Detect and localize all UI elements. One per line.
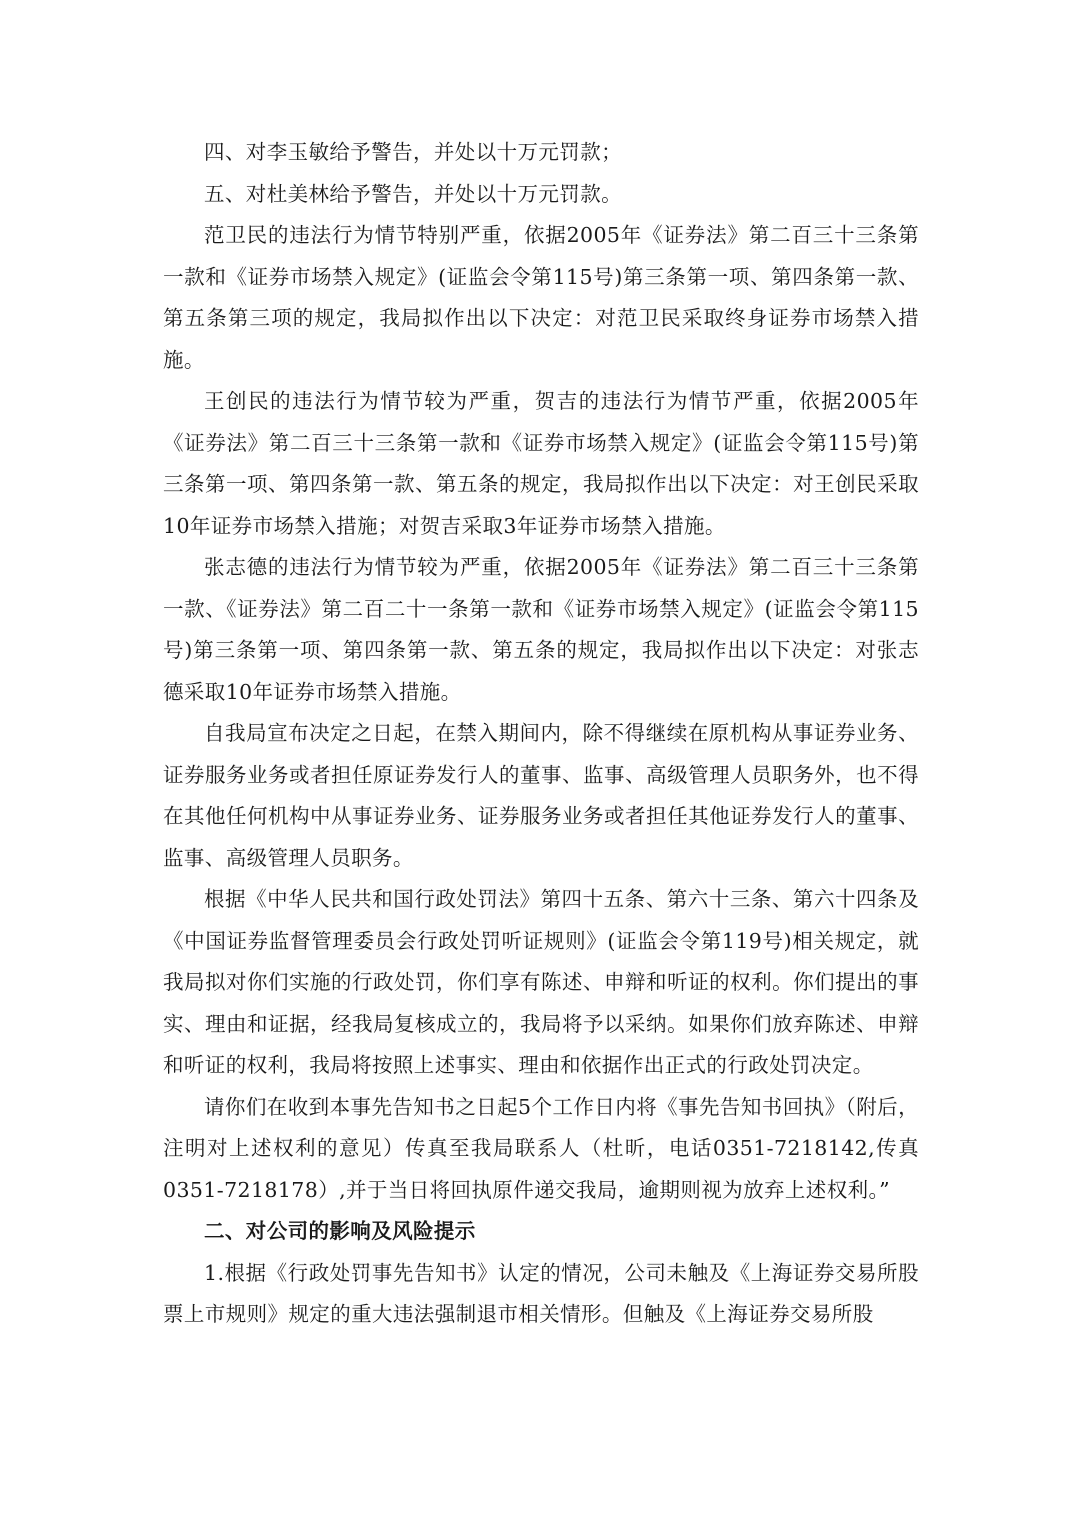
paragraph-ban-scope: 自我局宣布决定之日起，在禁入期间内，除不得继续在原机构从事证券业务、证券服务业务或者担任原证券发行人的董事、监事、高级管理人员职务外，也不得在其他任何机构中从事证券业务、证券服务业务或者担任其他证券发行人的董事、监事、高级管理人员职务。 <box>163 721 919 870</box>
paragraph-rights: 根据《中华人民共和国行政处罚法》第四十五条、第六十三条、第六十四条及《中国证券监督管理委员会行政处罚听证规则》(证监会令第119号)相关规定，就我局拟对你们实施的行政处罚，你们享有陈述、申辩和听证的权利。你们提出的事实、理由和证据，经我局复核成立的，我局将予以采纳。如果你们放弃陈述、申辩和听证的权利，我局将按照上述事实、理由和依据作出正式的行政处罚决定。 <box>163 887 919 1077</box>
paragraph-reply-instructions: 请你们在收到本事先告知书之日起5个工作日内将《事先告知书回执》（附后，注明对上述权利的意见）传真至我局联系人（杜昕，电话0351-7218142,传真0351-7218178）,并于当日将回执原件递交我局，逾期则视为放弃上述权利。” <box>163 1094 919 1202</box>
paragraph-ban-zhang: 张志德的违法行为情节较为严重，依据2005年《证券法》第二百三十三条第一款、《证券法》第二百二十一条第一款和《证券市场禁入规定》(证监会令第115号)第三条第一项、第四条第一款、第五条的规定，我局拟作出以下决定：对张志德采取10年证券市场禁入措施。 <box>163 555 919 704</box>
paragraph-penalty-li: 四、对李玉敏给予警告，并处以十万元罚款； <box>204 140 622 164</box>
paragraph-ban-wang-he: 王创民的违法行为情节较为严重，贺吉的违法行为情节严重，依据2005年《证券法》第二百三十三条第一款和《证券市场禁入规定》(证监会令第115号)第三条第一项、第四条第一款、第五条的规定，我局拟作出以下决定：对王创民采取10年证券市场禁入措施；对贺吉采取3年证券市场禁入措施。 <box>163 389 919 538</box>
section-heading: 二、对公司的影响及风险提示 <box>204 1219 476 1243</box>
document-page <box>163 132 919 1336</box>
paragraph-impact: 1.根据《行政处罚事先告知书》认定的情况，公司未触及《上海证券交易所股票上市规则》规定的重大违法强制退市相关情形。但触及《上海证券交易所股 <box>163 1260 919 1326</box>
paragraph-penalty-du: 五、对杜美林给予警告，并处以十万元罚款。 <box>204 181 622 206</box>
paragraph-ban-fan: 范卫民的违法行为情节特别严重，依据2005年《证券法》第二百三十三条第一款和《证券市场禁入规定》(证监会令第115号)第三条第一项、第四条第一款、第五条第三项的规定，我局拟作出以下决定：对范卫民采取终身证券市场禁入措施。 <box>163 223 919 372</box>
